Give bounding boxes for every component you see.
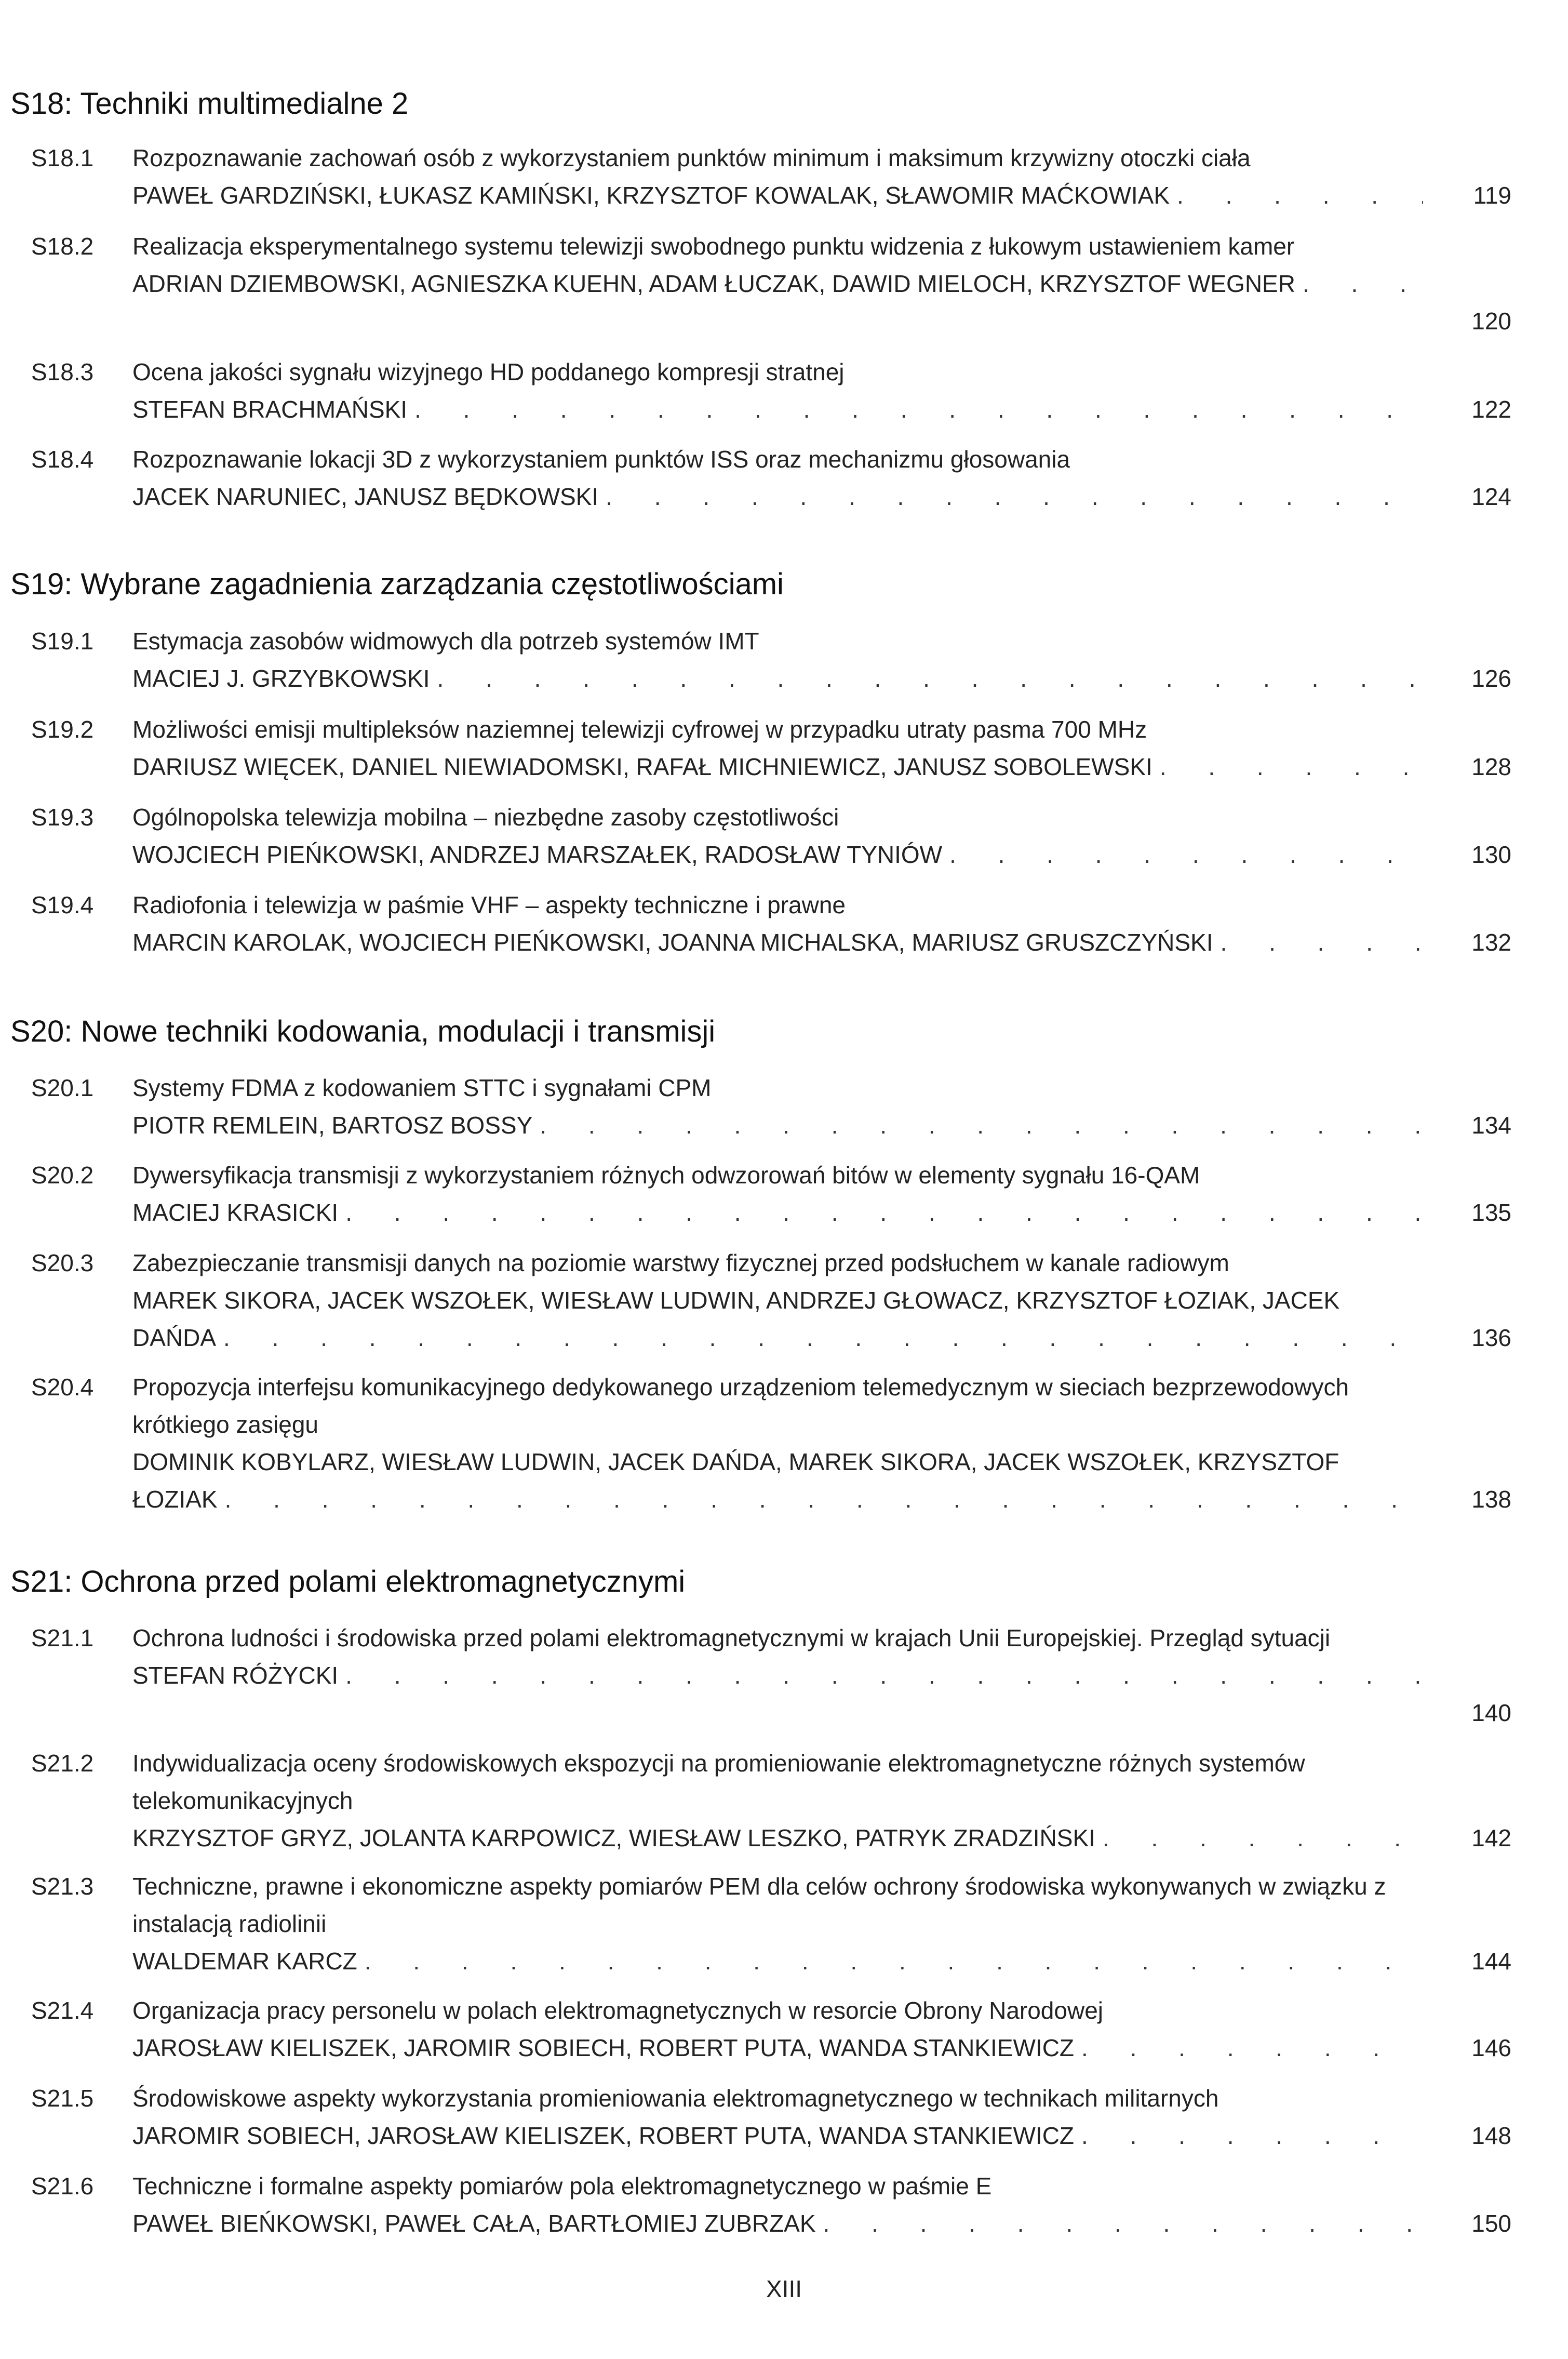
entry-body	[132, 441, 1423, 515]
dot-leader	[437, 660, 1423, 697]
entry-page: 119	[1473, 182, 1511, 209]
entry-title: Zabezpieczanie transmisji danych na poziomie warstwy fizycznej przed podsłuchem w kanale radiowym	[132, 1249, 1229, 1276]
entry-page: 122	[1471, 396, 1511, 423]
entry-authors-line	[132, 748, 1423, 785]
entry-body	[132, 1868, 1423, 1980]
entry-number: S21.4	[31, 1997, 94, 2024]
dot-leader	[345, 1194, 1423, 1231]
entry-authors-line	[132, 924, 1423, 961]
dot-leader	[949, 836, 1423, 873]
entry-authors-line	[132, 1942, 1423, 1980]
entry-authors: STEFAN RÓŻYCKI	[132, 1662, 339, 1689]
entry-number: S19.2	[31, 716, 94, 743]
entry-authors-line	[132, 2205, 1423, 2242]
dot-leader	[1177, 177, 1423, 214]
entry-number: S20.4	[31, 1374, 94, 1401]
dot-leader	[223, 1319, 1423, 1356]
entry-body	[132, 798, 1423, 873]
entry-title: Możliwości emisji multipleksów naziemnej telewizji cyfrowej w przypadku utraty pasma 700 MHz	[132, 716, 1147, 743]
section-title: S18: Techniki multimedialne 2	[10, 87, 409, 121]
dot-leader	[1081, 2117, 1423, 2154]
entry-title: Systemy FDMA z kodowaniem STTC i sygnałami CPM	[132, 1074, 712, 1101]
entry-body	[132, 1744, 1423, 1857]
entry-title: Dywersyfikacja transmisji z wykorzystaniem różnych odwzorowań bitów w elementy sygnału 16-QAM	[132, 1162, 1200, 1189]
section-title: S19: Wybrane zagadnienia zarządzania częstotliwościami	[10, 567, 784, 601]
section-title: S21: Ochrona przed polami elektromagnetycznymi	[10, 1565, 686, 1598]
entry-number: S21.1	[31, 1624, 94, 1651]
entry-title: Realizacja eksperymentalnego systemu telewizji swobodnego punktu widzenia z łukowym ustawieniem kamer	[132, 233, 1295, 260]
entry-authors-line	[132, 1819, 1423, 1857]
entry-authors: ŁOZIAK	[132, 1486, 218, 1513]
entry-title: Radiofonia i telewizja w paśmie VHF – aspekty techniczne i prawne	[132, 891, 846, 918]
entry-page: 135	[1471, 1199, 1511, 1226]
dot-leader	[823, 2205, 1423, 2242]
entry-page: 144	[1471, 1948, 1511, 1975]
dot-leader	[365, 1942, 1423, 1980]
entry-authors: WALDEMAR KARCZ	[132, 1948, 357, 1975]
entry-authors: ADRIAN DZIEMBOWSKI, AGNIESZKA KUEHN, ADAM ŁUCZAK, DAWID MIELOCH, KRZYSZTOF WEGNER	[132, 270, 1295, 297]
entry-title: Ogólnopolska telewizja mobilna – niezbędne zasoby częstotliwości	[132, 804, 839, 831]
entry-number: S18.3	[31, 358, 94, 385]
entry-authors-line	[132, 836, 1423, 873]
entry-body	[132, 711, 1423, 785]
entry-page: 148	[1471, 2122, 1511, 2149]
entry-page: 130	[1471, 841, 1511, 868]
entry-number: S18.1	[31, 144, 94, 171]
entry-number: S21.2	[31, 1750, 94, 1777]
entry-title: Techniczne i formalne aspekty pomiarów pola elektromagnetycznego w paśmie E	[132, 2173, 992, 2200]
entry-authors-line	[132, 1481, 1423, 1518]
entry-authors-first-line: MAREK SIKORA, JACEK WSZOŁEK, WIESŁAW LUDWIN, ANDRZEJ GŁOWACZ, KRZYSZTOF ŁOZIAK, JACEK	[132, 1287, 1340, 1314]
entry-title: Estymacja zasobów widmowych dla potrzeb systemów IMT	[132, 628, 759, 655]
entry-number: S18.2	[31, 233, 94, 260]
entry-authors: PAWEŁ GARDZIŃSKI, ŁUKASZ KAMIŃSKI, KRZYSZTOF KOWALAK, SŁAWOMIR MAĆKOWIAK	[132, 182, 1170, 209]
entry-page: 136	[1471, 1324, 1511, 1351]
entry-number: S21.3	[31, 1873, 94, 1900]
entry-title: Rozpoznawanie lokacji 3D z wykorzystaniem punktów ISS oraz mechanizmu głosowania	[132, 446, 1070, 473]
dot-leader	[1303, 265, 1423, 302]
entry-body	[132, 2167, 1423, 2242]
dot-leader	[540, 1107, 1423, 1144]
entry-authors-line	[132, 265, 1423, 302]
entry-title: Ocena jakości sygnału wizyjnego HD poddanego kompresji stratnej	[132, 358, 845, 385]
entry-number: S19.4	[31, 891, 94, 918]
entry-authors: PAWEŁ BIEŃKOWSKI, PAWEŁ CAŁA, BARTŁOMIEJ ZUBRZAK	[132, 2210, 816, 2237]
entry-page: 134	[1471, 1112, 1511, 1139]
entry-authors: WOJCIECH PIEŃKOWSKI, ANDRZEJ MARSZAŁEK, RADOSŁAW TYNIÓW	[132, 841, 943, 868]
entry-body	[132, 622, 1423, 697]
entry-number: S20.2	[31, 1162, 94, 1189]
entry-body	[132, 353, 1423, 428]
entry-title: Ochrona ludności i środowiska przed polami elektromagnetycznymi w krajach Unii Europejskiej. Przegląd sytuacji	[132, 1624, 1331, 1651]
entry-body	[132, 1992, 1423, 2067]
entry-authors-line	[132, 478, 1423, 515]
dot-leader	[225, 1481, 1423, 1518]
dot-leader	[1081, 2029, 1423, 2067]
entry-body	[132, 1368, 1423, 1518]
entry-authors-line	[132, 2117, 1423, 2154]
entry-authors: MARCIN KAROLAK, WOJCIECH PIEŃKOWSKI, JOANNA MICHALSKA, MARIUSZ GRUSZCZYŃSKI	[132, 929, 1213, 956]
dot-leader	[1221, 924, 1423, 961]
entry-body	[132, 1619, 1423, 1694]
entry-body	[132, 139, 1423, 214]
entry-authors: JAROMIR SOBIECH, JAROSŁAW KIELISZEK, ROBERT PUTA, WANDA STANKIEWICZ	[132, 2122, 1075, 2149]
entry-body	[132, 1069, 1423, 1144]
entry-title: Organizacja pracy personelu w polach elektromagnetycznych w resorcie Obrony Narodowej	[132, 1997, 1103, 2024]
entry-page: 128	[1471, 753, 1511, 780]
entry-authors-line	[132, 391, 1423, 428]
entry-body	[132, 1156, 1423, 1231]
entry-page: 138	[1471, 1486, 1511, 1513]
entry-title: Rozpoznawanie zachowań osób z wykorzystaniem punktów minimum i maksimum krzywizny otoczki ciała	[132, 144, 1251, 171]
entry-page: 124	[1471, 483, 1511, 510]
entry-authors: JACEK NARUNIEC, JANUSZ BĘDKOWSKI	[132, 483, 599, 510]
entry-body	[132, 2080, 1423, 2154]
entry-body	[132, 1244, 1423, 1356]
entry-authors: PIOTR REMLEIN, BARTOSZ BOSSY	[132, 1112, 533, 1139]
dot-leader	[414, 391, 1423, 428]
entry-number: S19.3	[31, 804, 94, 831]
entry-page: 132	[1471, 929, 1511, 956]
entry-page: 146	[1471, 2034, 1511, 2061]
entry-number: S20.3	[31, 1249, 94, 1276]
section-title: S20: Nowe techniki kodowania, modulacji i transmisji	[10, 1015, 716, 1048]
entry-title: Propozycja interfejsu komunikacyjnego dedykowanego urządzeniom telemedycznym w sieciach bezprzewodowych krótkiego zasięgu	[132, 1374, 1349, 1438]
entry-body	[132, 228, 1423, 302]
entry-page: 142	[1471, 1824, 1511, 1851]
entry-number: S21.5	[31, 2085, 94, 2112]
entry-page: 120	[1471, 308, 1511, 335]
dot-leader	[1160, 748, 1423, 785]
entry-body	[132, 886, 1423, 961]
entry-authors: DARIUSZ WIĘCEK, DANIEL NIEWIADOMSKI, RAFAŁ MICHNIEWICZ, JANUSZ SOBOLEWSKI	[132, 753, 1152, 780]
entry-authors-line	[132, 660, 1423, 697]
entry-title: Środowiskowe aspekty wykorzystania promieniowania elektromagnetycznego w technikach militarnych	[132, 2085, 1219, 2112]
entry-number: S19.1	[31, 628, 94, 655]
entry-number: S18.4	[31, 446, 94, 473]
entry-number: S21.6	[31, 2173, 94, 2200]
entry-authors: STEFAN BRACHMAŃSKI	[132, 396, 408, 423]
dot-leader	[345, 1657, 1423, 1694]
entry-authors: DAŃDA	[132, 1324, 217, 1351]
entry-page: 150	[1471, 2210, 1511, 2237]
entry-page: 126	[1471, 665, 1511, 692]
entry-authors: MACIEJ KRASICKI	[132, 1199, 339, 1226]
entry-authors-first-line: DOMINIK KOBYLARZ, WIESŁAW LUDWIN, JACEK DAŃDA, MAREK SIKORA, JACEK WSZOŁEK, KRZYSZTOF	[132, 1448, 1339, 1475]
entry-authors-line	[132, 1657, 1423, 1694]
entry-authors-line	[132, 2029, 1423, 2067]
entry-authors-line	[132, 1194, 1423, 1231]
page-number-footer: XIII	[766, 2275, 802, 2302]
entry-authors-line	[132, 1107, 1423, 1144]
entry-title: Indywidualizacja oceny środowiskowych ekspozycji na promieniowanie elektromagnetyczne różnych systemów telekomunikacyjnych	[132, 1750, 1305, 1814]
entry-authors: MACIEJ J. GRZYBKOWSKI	[132, 665, 430, 692]
entry-authors: JAROSŁAW KIELISZEK, JAROMIR SOBIECH, ROBERT PUTA, WANDA STANKIEWICZ	[132, 2034, 1075, 2061]
entry-authors-line	[132, 1319, 1423, 1356]
dot-leader	[606, 478, 1423, 515]
entry-authors: KRZYSZTOF GRYZ, JOLANTA KARPOWICZ, WIESŁAW LESZKO, PATRYK ZRADZIŃSKI	[132, 1824, 1095, 1851]
dot-leader	[1103, 1819, 1423, 1857]
entry-page: 140	[1471, 1699, 1511, 1726]
entry-authors-line	[132, 177, 1423, 214]
entry-number: S20.1	[31, 1074, 94, 1101]
entry-title: Techniczne, prawne i ekonomiczne aspekty pomiarów PEM dla celów ochrony środowiska wykonywanych w związku z instalacją radiolinii	[132, 1873, 1386, 1937]
